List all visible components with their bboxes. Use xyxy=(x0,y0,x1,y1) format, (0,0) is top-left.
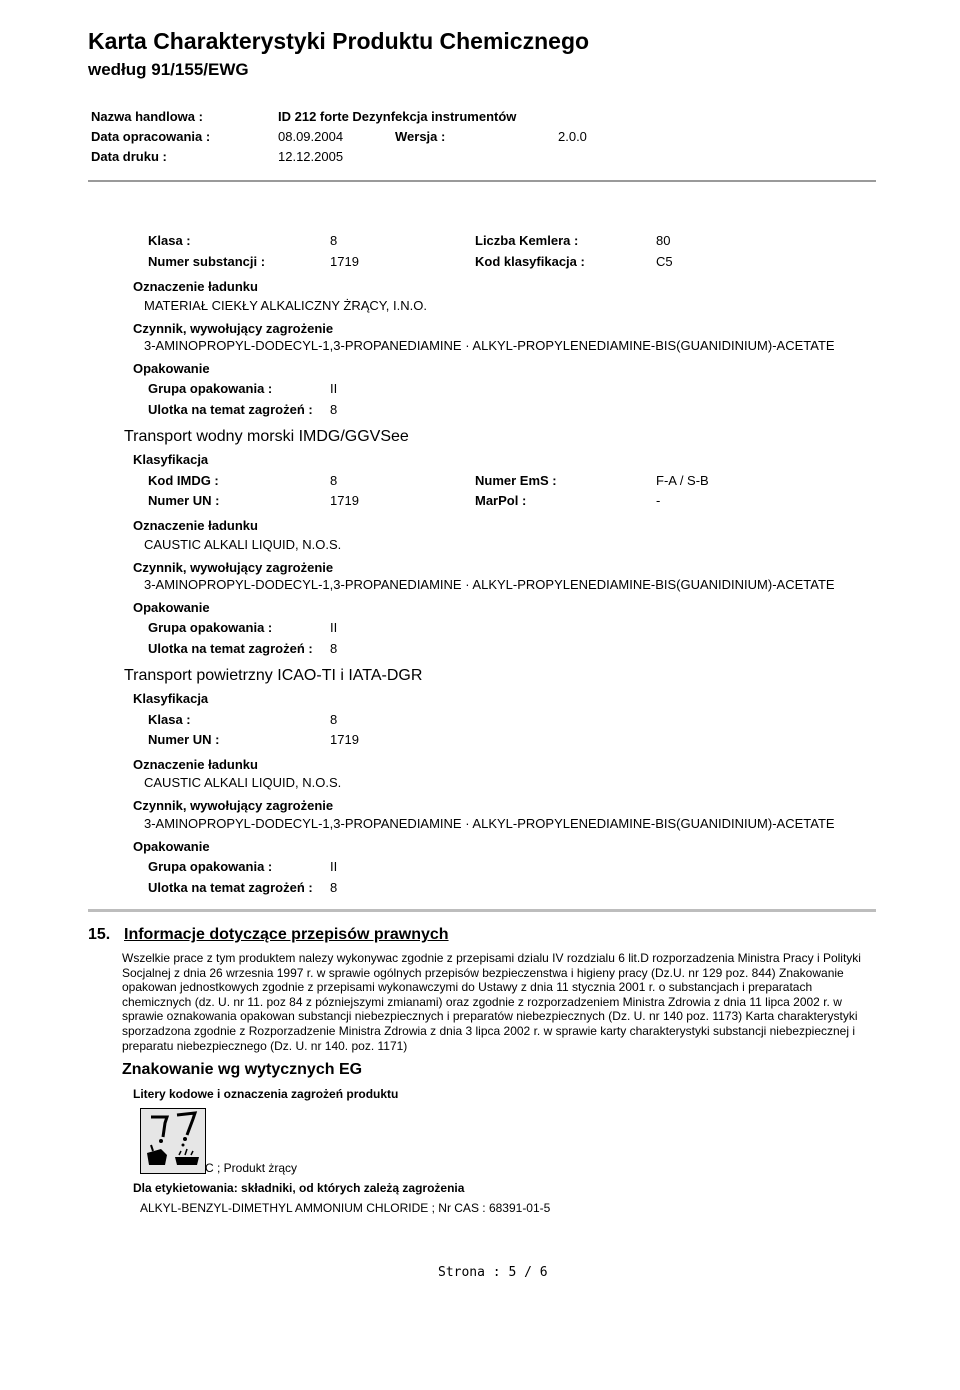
packaging-label: Opakowanie xyxy=(133,361,210,376)
trade-name-value: ID 212 forte Dezynfekcja instrumentów xyxy=(278,109,517,124)
imdg-code-value: 8 xyxy=(330,473,338,488)
air-packaging-group-value: II xyxy=(330,859,338,874)
sea-un-value: 1719 xyxy=(330,493,359,508)
hazard-codes-label: Litery kodowe i oznaczenia zagrożeń produktu xyxy=(133,1087,399,1101)
air-transport-heading: Transport powietrzny ICAO-TI i IATA-DGR xyxy=(124,667,423,684)
air-classification-label: Klasyfikacja xyxy=(133,691,209,706)
sea-packaging-group-label: Grupa opakowania : xyxy=(148,620,273,635)
sea-cargo-value: CAUSTIC ALKALI LIQUID, N.O.S. xyxy=(144,537,342,552)
print-date-value: 12.12.2005 xyxy=(278,149,344,164)
sea-packaging-group-value: II xyxy=(330,620,338,635)
sea-cargo-label: Oznaczenie ładunku xyxy=(133,518,258,533)
cargo-label: Oznaczenie ładunku xyxy=(133,279,258,294)
hazard-leaflet-value: 8 xyxy=(330,402,338,417)
page-number: Strona : 5 / 6 xyxy=(438,1265,548,1280)
ems-value: F-A / S-B xyxy=(656,473,709,488)
hazard-leaflet-label: Ulotka na temat zagrożeń : xyxy=(148,402,313,417)
air-cargo-value: CAUSTIC ALKALI LIQUID, N.O.S. xyxy=(144,775,342,790)
hazard-agent-label: Czynnik, wywołujący zagrożenie xyxy=(133,321,334,336)
sea-hazard-agent-label: Czynnik, wywołujący zagrożenie xyxy=(133,560,334,575)
sea-packaging-label: Opakowanie xyxy=(133,600,210,615)
air-cargo-label: Oznaczenie ładunku xyxy=(133,757,258,772)
marpol-value: - xyxy=(656,493,661,508)
ems-label: Numer EmS : xyxy=(475,473,557,488)
print-date-label: Data druku : xyxy=(91,149,167,164)
sea-hazard-leaflet-value: 8 xyxy=(330,641,338,656)
cargo-value: MATERIAŁ CIEKŁY ALKALICZNY ŻRĄCY, I.N.O. xyxy=(144,298,427,313)
sea-hazard-agent-value: 3-AMINOPROPYL-DODECYL-1,3-PROPANEDIAMINE · ALKYL-PROPYLENEDIAMINE-BIS(GUANIDINIUM)-ACETATE xyxy=(144,577,835,592)
sea-un-label: Numer UN : xyxy=(148,493,220,508)
air-hazard-leaflet-value: 8 xyxy=(330,880,338,895)
regulations-paragraph: Wszelkie prace z tym produktem nalezy wykonywac zgodnie z przepisami dzialu IV rozdzialu 6 lit.D rozporzadzenia Ministra Pracy i Polityki Socjalnej z dnia 26 wrzesnia 1997 r. w sprawie ogólnych przepisów bezpieczenstwa i higieny pracy (Dz.U. nr 129 poz. 844) Znakowanie opakowan jednostkowych zgodnie z przepisami wykonawczymi do Ustawy z dnia 11 stycznia 2001 r. o substancjach i preparatach chemicznych (dz. U. nr 11. poz 84 z pózniejszymi zmianami) oraz zgodnie z rozporzadzeniem Ministra Zdrowia z dnia 11 lipca 2002 r. w sprawie oznakowania opakowan substancji niebezpiecznych i preparatów niebezpiecznych (Dz. U. nr 140 poz. 1173) Karta charakterystyki sporzadzona zgodnie z Rozporzadzenie Ministra Zdrowia z dnia 3 lipca 2002 r. w sprawie karty charakterystyki substancji niebezpiecznej i preparatu niebezpiecznego (Dz. U. nr 140. poz. 1171) xyxy=(122,951,861,1053)
air-packaging-label: Opakowanie xyxy=(133,839,210,854)
klasa-value: 8 xyxy=(330,233,338,248)
marpol-label: MarPol : xyxy=(475,493,527,508)
air-un-value: 1719 xyxy=(330,732,359,747)
substance-no-value: 1719 xyxy=(330,254,359,269)
packaging-group-label: Grupa opakowania : xyxy=(148,381,273,396)
trade-name-label: Nazwa handlowa : xyxy=(91,109,203,124)
section-title: Informacje dotyczące przepisów prawnych xyxy=(124,926,449,943)
substance-no-label: Numer substancji : xyxy=(148,254,266,269)
air-hazard-agent-label: Czynnik, wywołujący zagrożenie xyxy=(133,798,334,813)
prep-date-label: Data opracowania : xyxy=(91,129,211,144)
imdg-code-label: Kod IMDG : xyxy=(148,473,219,488)
sea-transport-heading: Transport wodny morski IMDG/GGVSee xyxy=(124,428,409,445)
kemler-label: Liczba Kemlera : xyxy=(475,233,579,248)
sea-classification-label: Klasyfikacja xyxy=(133,452,209,467)
class-code-label: Kod klasyfikacja : xyxy=(475,254,585,269)
components-value: ALKYL-BENZYL-DIMETHYL AMMONIUM CHLORIDE ; Nr CAS : 68391-01-5 xyxy=(140,1201,551,1215)
air-klasa-label: Klasa : xyxy=(148,712,191,727)
hazard-agent-value: 3-AMINOPROPYL-DODECYL-1,3-PROPANEDIAMINE · ALKYL-PROPYLENEDIAMINE-BIS(GUANIDINIUM)-ACETATE xyxy=(144,338,835,353)
sea-hazard-leaflet-label: Ulotka na temat zagrożeń : xyxy=(148,641,313,656)
header-divider xyxy=(88,180,876,182)
section-number: 15. xyxy=(88,926,111,943)
prep-date-value: 08.09.2004 xyxy=(278,129,344,144)
section-divider xyxy=(88,909,876,912)
kemler-value: 80 xyxy=(656,233,671,248)
air-un-label: Numer UN : xyxy=(148,732,220,747)
air-hazard-agent-value: 3-AMINOPROPYL-DODECYL-1,3-PROPANEDIAMINE · ALKYL-PROPYLENEDIAMINE-BIS(GUANIDINIUM)-ACETATE xyxy=(144,816,835,831)
corrosive-hazard-icon xyxy=(140,1108,206,1174)
components-label: Dla etykietowania: składniki, od których zależą zagrożenia xyxy=(133,1181,465,1195)
document-title: Karta Charakterystyki Produktu Chemicznego xyxy=(88,28,590,54)
air-hazard-leaflet-label: Ulotka na temat zagrożeń : xyxy=(148,880,313,895)
labeling-heading: Znakowanie wg wytycznych EG xyxy=(122,1061,363,1078)
packaging-group-value: II xyxy=(330,381,338,396)
class-code-value: C5 xyxy=(656,254,673,269)
version-label: Wersja : xyxy=(395,129,446,144)
klasa-label: Klasa : xyxy=(148,233,191,248)
version-value: 2.0.0 xyxy=(558,129,587,144)
hazard-symbol-caption: C ; Produkt żrący xyxy=(205,1161,298,1175)
air-packaging-group-label: Grupa opakowania : xyxy=(148,859,273,874)
air-klasa-value: 8 xyxy=(330,712,338,727)
document-subtitle: według 91/155/EWG xyxy=(88,60,249,79)
